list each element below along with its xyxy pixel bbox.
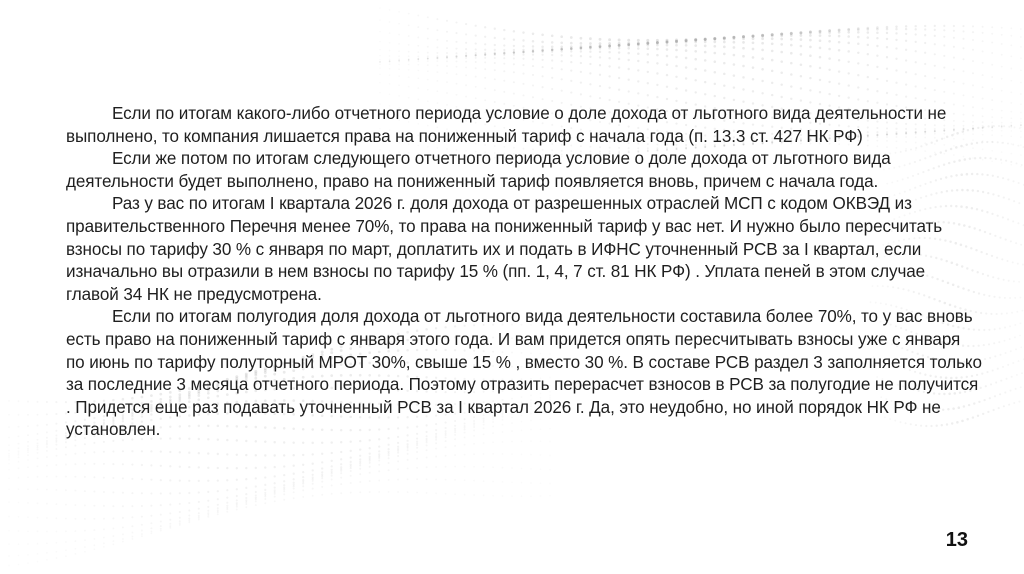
page-number: 13 [945, 529, 968, 551]
paragraph-3: Раз у вас по итогам I квартала 2026 г. доля дохода от разрешенных отраслей МСП с кодом ОКВЭД из правительственного Перечня менее 70%, то права на пониженный тариф у вас нет. И нужно было пересчитать взносы по тарифу 30 % с января по март, доплатить их и подать в ИФНС уточненный РСВ за I квартал, если изначально вы отразили в нем взносы по тарифу 15 % (пп. 1, 4, 7 ст. 81 НК РФ) . Уплата пеней в этом случае главой 34 НК не предусмотрена. [66, 194, 943, 304]
paragraph-1: Если по итогам какого-либо отчетного периода условие о доле дохода от льготного вида деятельности не выполнено, то компания лишается права на пониженный тариф с начала года (п. 13.3 ст. 427 НК РФ) [66, 104, 947, 146]
paragraph-4: Если по итогам полугодия доля дохода от льготного вида деятельности составила более 70%, то у вас вновь есть право на пониженный тариф с января этого года. И вам придется опять пересчитывать взносы уже с января по июнь по тарифу полуторный МРОТ 30%, свыше 15 % , вместо 30 %. В составе РСВ раздел 3 заполняется только за последние 3 месяца отчетного периода. Поэтому отразить перерасчет взносов в РСВ за полугодие не получится . Придется еще раз подавать уточненный РСВ за I квартал 2026 г. Да, это неудобно, но иной порядок НК РФ не установлен. [66, 307, 982, 440]
slide-text-body [66, 103, 982, 442]
paragraph-2: Если же потом по итогам следующего отчетного периода условие о доле дохода от льготного вида деятельности будет выполнено, право на пониженный тариф появляется вновь, причем с начала года. [66, 149, 891, 191]
